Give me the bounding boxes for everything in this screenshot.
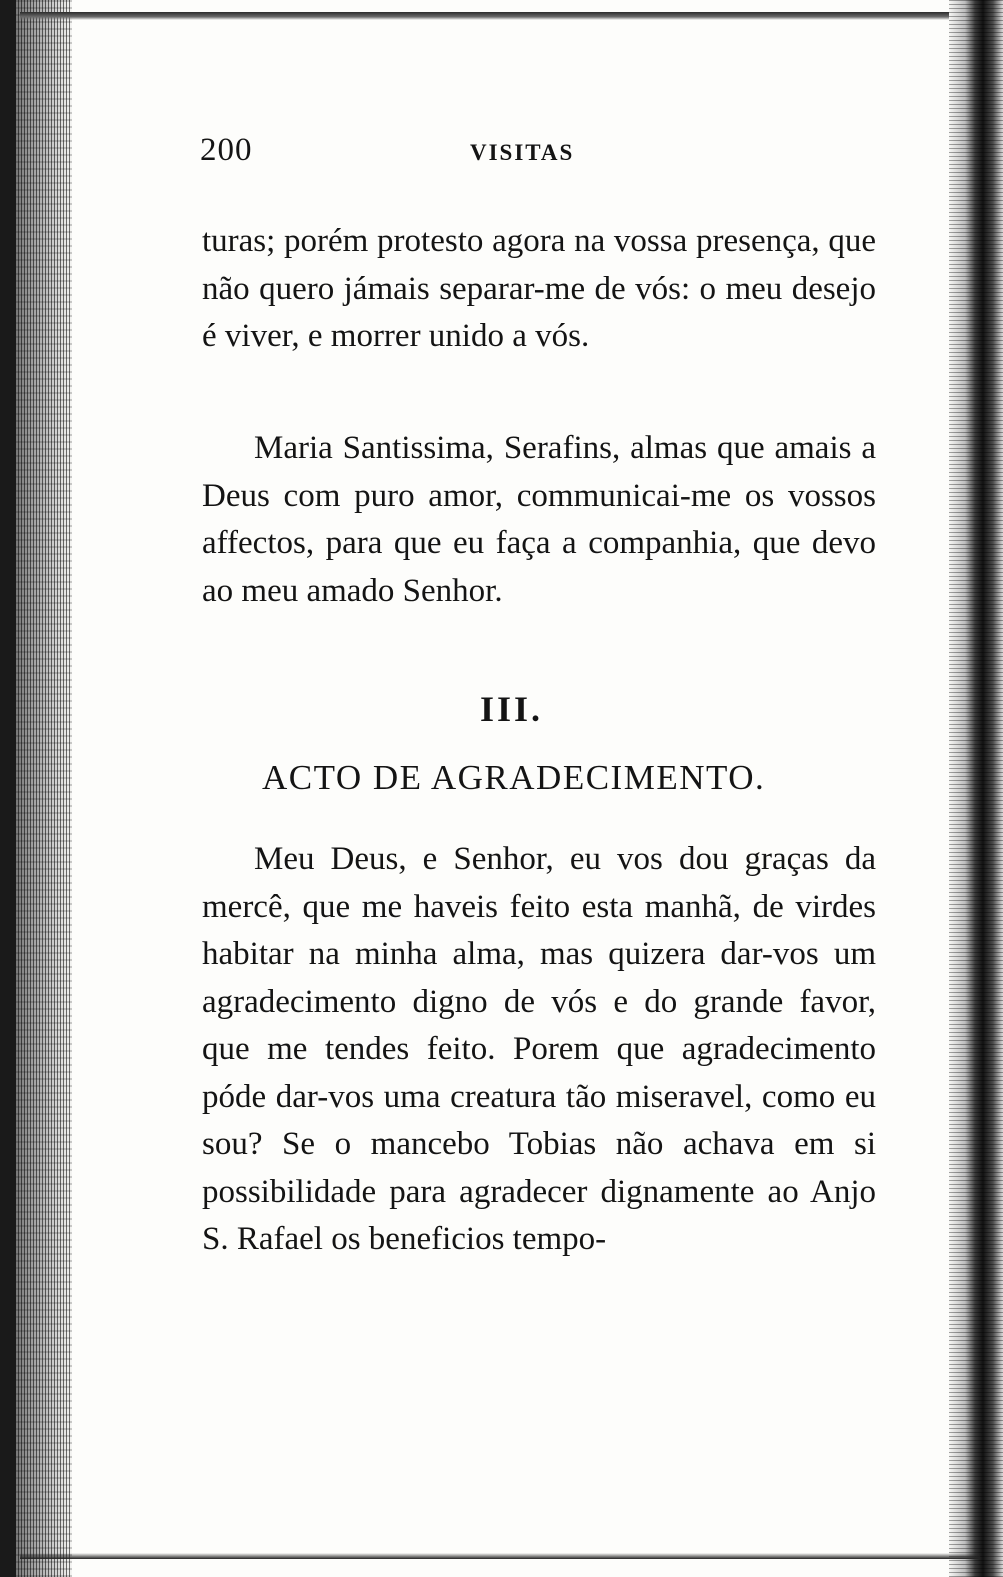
page-right-edge	[949, 0, 1003, 1577]
page-binding-shadow	[0, 0, 16, 1577]
section-title: ACTO DE AGRADECIMENTO.	[262, 758, 766, 797]
running-title: VISITAS	[470, 140, 575, 165]
paragraph-2-text: Maria Santissima, Serafins, almas que amais a Deus com puro amor, communicai-me os vossos affectos, para que eu faça a companhia, que devo ao meu amado Senhor.	[202, 430, 876, 609]
paragraph-1	[202, 218, 876, 361]
paragraph-2	[202, 425, 876, 615]
section-number: III.	[480, 689, 544, 729]
page-top-edge	[20, 12, 980, 20]
paragraph-3-text: Meu Deus, e Senhor, eu vos dou graças da mercê, que me haveis feito esta manhã, de virdes habitar na minha alma, mas quizera dar-vos um agradecimento digno de vós e do grande favor, que me tendes feito. Porem que agradecimento póde dar-vos uma creatura tão miseravel, como eu sou? Se o mancebo Tobias não achava em si possibilidade para agradecer dignamente ao Anjo S. Rafael os beneficios tempo-	[202, 841, 876, 1257]
page-bottom-edge	[20, 1553, 980, 1559]
paragraph-1-text: turas; porém protesto agora na vossa presença, que não quero jámais separar-me de vós: o meu desejo é viver, e morrer unido a vós.	[202, 223, 876, 354]
page-number: 200	[200, 132, 253, 168]
paragraph-3	[202, 836, 876, 1264]
page-header	[200, 132, 880, 172]
